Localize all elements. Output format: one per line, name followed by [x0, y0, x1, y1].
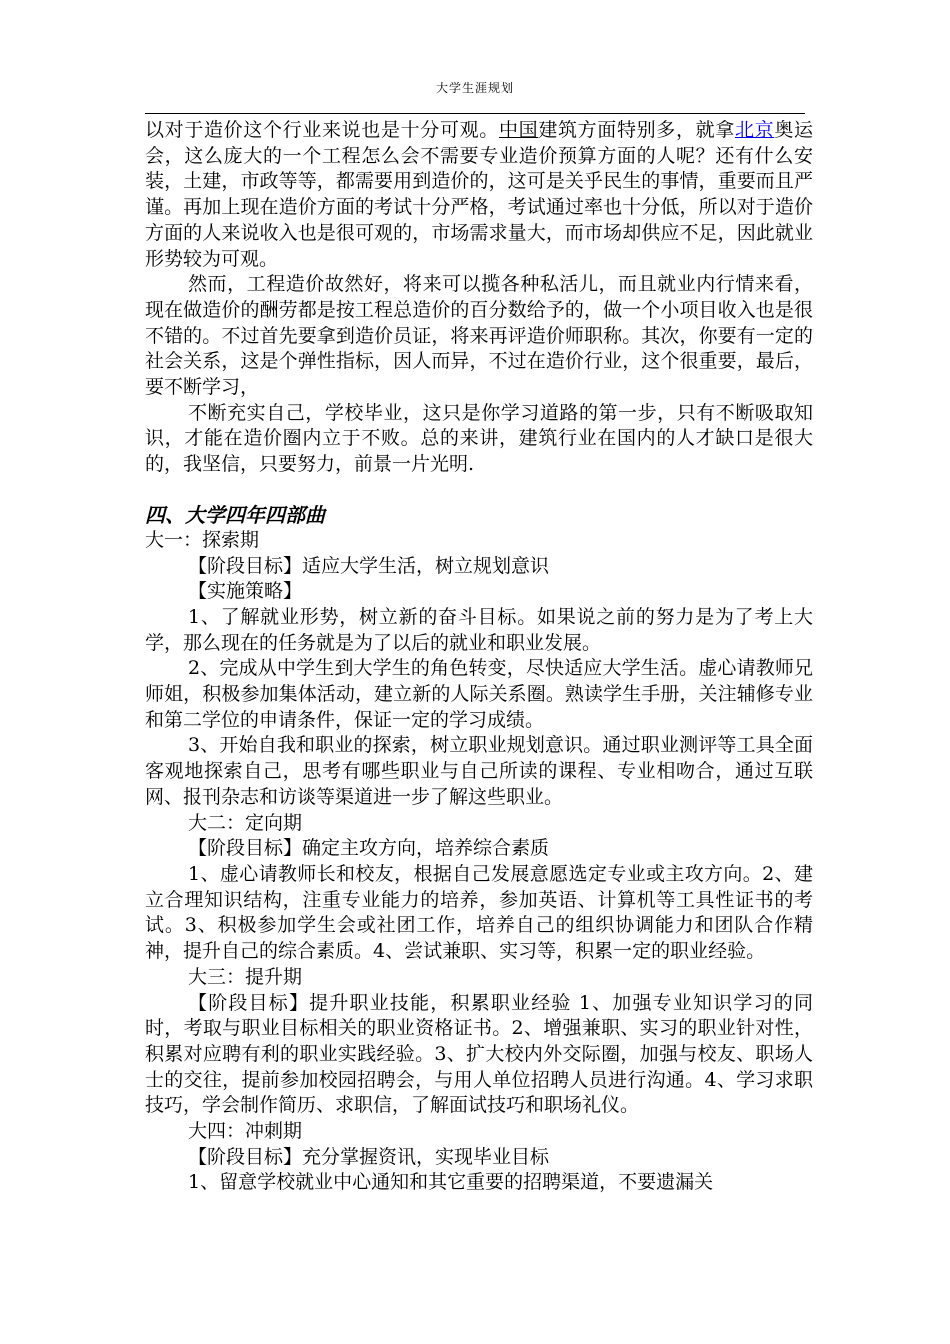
year1-item-2: 2、完成从中学生到大学生的角色转变，尽快适应大学生活。虚心请教师兄师姐，积极参加集体活动，建立新的人际关系圈。熟读学生手册，关注辅修专业和第二学位的申请条件，保证一定的学习成绩。: [145, 657, 813, 731]
year3-body: 【阶段目标】提升职业技能，积累职业经验 1、加强专业知识学习的同时，考取与职业目标相关的职业资格证书。2、增强兼职、实习的职业针对性，积累对应聘有利的职业实践经验。3、扩大校内外交际圈，加强与校友、职场人士的交往，提前参加校园招聘会，与用人单位招聘人员进行沟通。4、学习求职技巧，学会制作简历、求职信，了解面试技巧和职场礼仪。: [145, 991, 813, 1117]
header-divider: [145, 113, 805, 114]
text-segment: 以对于造价这个行业来说也是十分可观。: [145, 119, 499, 141]
year4-goal: 【阶段目标】充分掌握资讯，实现毕业目标: [188, 1145, 550, 1168]
section-title: 四、大学四年四部曲: [145, 502, 325, 527]
page-header: 大学生涯规划: [435, 81, 514, 95]
year1-strategy: 【实施策略】: [188, 580, 303, 603]
year1-item-3: 3、开始自我和职业的探索，树立职业规划意识。通过职业测评等工具全面客观地探索自己，思考有哪些职业与自己所读的课程、专业相吻合，通过互联网、报刊杂志和访谈等渠道进一步了解这些职业。: [145, 734, 813, 808]
text-segment: 建筑方面特别多，就拿: [538, 119, 735, 141]
year2-body: 1、虚心请教师长和校友，根据自己发展意愿选定专业或主攻方向。2、建立合理知识结构，注重专业能力的培养，参加英语、计算机等工具性证书的考试。3、积极参加学生会或社团工作，培养自己的组织协调能力和团队合作精神，提升自己的综合素质。4、尝试兼职、实习等，积累一定的职业经验。: [145, 862, 813, 963]
year2-goal: 【阶段目标】确定主攻方向，培养综合素质: [188, 837, 550, 860]
year2-label: 大二：定向期: [188, 811, 303, 834]
text-china: 中国: [498, 119, 539, 141]
document-body: [145, 118, 833, 1196]
paragraph-however: 然而，工程造价故然好，将来可以揽各种私活儿，而且就业内行情来看，现在做造价的酬劳都是按工程总造价的百分数给予的，做一个小项目收入也是很不错的。不过首先要拿到造价员证，将来再评造价师职称。其次，你要有一定的社会关系，这是个弹性指标，因人而异，不过在造价行业，这个很重要，最后，要不断学习，: [145, 273, 813, 399]
text-segment: 奥运会，这么庞大的一个工程怎么会不需要专业造价预算方面的人呢？还有什么安装，土建，市政等等，都需要用到造价的，这可是关乎民生的事情，重要而且严谨。再加上现在造价方面的考试十分严格，考试通过率也十分低，所以对于造价 方面的人来说收入也是很可观的，市场需求量大，而市场却供应不足，因此就业形势较为可观。: [145, 119, 833, 270]
paragraph-keep-learning: 不断充实自己，学校毕业，这只是你学习道路的第一步，只有不断吸取知识，才能在造价圈内立于不败。总的来讲，建筑行业在国内的人才缺口是很大的，我坚信，只要努力，前景一片光明.: [145, 401, 813, 476]
year4-label: 大四：冲刺期: [188, 1120, 303, 1143]
paragraph-cost-industry: [145, 118, 833, 272]
link-beijing[interactable]: 北京: [734, 119, 775, 141]
year1-item-1: 1、了解就业形势，树立新的奋斗目标。如果说之前的努力是为了考上大学，那么现在的任务就是为了以后的就业和职业发展。: [145, 605, 813, 654]
year1-goal: 【阶段目标】适应大学生活，树立规划意识: [188, 554, 550, 577]
year3-label: 大三：提升期: [188, 965, 303, 988]
year1-label: 大一：探索期: [145, 528, 260, 551]
year4-item-1: 1、留意学校就业中心通知和其它重要的招聘渠道，不要遗漏关: [188, 1171, 714, 1194]
